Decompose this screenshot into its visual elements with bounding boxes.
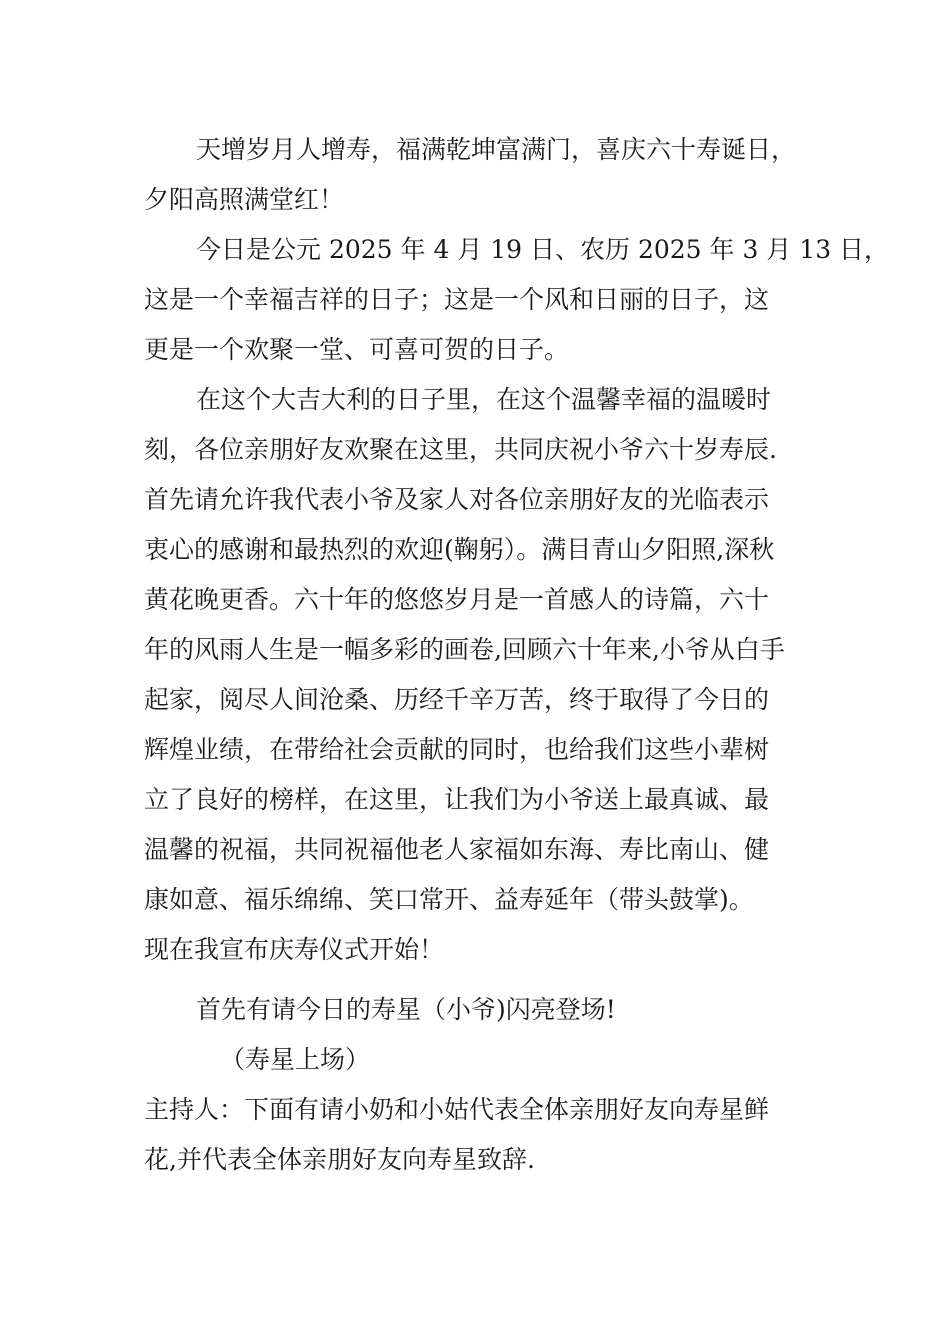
text-line: 衷心的感谢和最热烈的欢迎(鞠躬）。满目青山夕阳照,深秋 <box>144 535 775 564</box>
text-line: 这是一个幸福吉祥的日子；这是一个风和日丽的日子，这 <box>144 285 770 314</box>
text-line: 天增岁月人增寿，福满乾坤富满门，喜庆六十寿诞日， <box>196 135 797 164</box>
text-line: 今日是公元 2025 年 4 月 19 日、农历 2025 年 3 月 13 日， <box>196 235 890 264</box>
text-line: 刻，各位亲朋好友欢聚在这里，共同庆祝小爷六十岁寿辰. <box>144 435 777 464</box>
text-line: 温馨的祝福，共同祝福他老人家福如东海、寿比南山、健 <box>144 835 770 864</box>
text-line: 主持人：下面有请小奶和小姑代表全体亲朋好友向寿星鲜 <box>144 1095 770 1124</box>
text-line: 花,并代表全体亲朋好友向寿星致辞. <box>144 1145 535 1174</box>
text-line: 在这个大吉大利的日子里，在这个温馨幸福的温暖时 <box>196 385 772 414</box>
text-line: 黄花晚更香。六十年的悠悠岁月是一首感人的诗篇，六十 <box>144 585 770 614</box>
text-line: 辉煌业绩，在带给社会贡献的同时，也给我们这些小辈树 <box>144 735 770 764</box>
text-line: （寿星上场） <box>220 1045 371 1074</box>
text-line: 首先请允许我代表小爷及家人对各位亲朋好友的光临表示 <box>144 485 770 514</box>
text-line: 年的风雨人生是一幅多彩的画卷,回顾六十年来,小爷从白手 <box>144 635 785 664</box>
text-line: 起家，阅尽人间沧桑、历经千辛万苦，终于取得了今日的 <box>144 685 770 714</box>
text-line: 现在我宣布庆寿仪式开始！ <box>144 935 445 964</box>
text-line: 首先有请今日的寿星（小爷)闪亮登场! <box>196 995 616 1024</box>
text-line: 夕阳高照满堂红！ <box>144 185 345 214</box>
text-line: 立了良好的榜样，在这里，让我们为小爷送上最真诚、最 <box>144 785 770 814</box>
text-line: 康如意、福乐绵绵、笑口常开、益寿延年（带头鼓掌)。 <box>144 885 754 914</box>
text-line: 更是一个欢聚一堂、可喜可贺的日子。 <box>144 335 570 364</box>
